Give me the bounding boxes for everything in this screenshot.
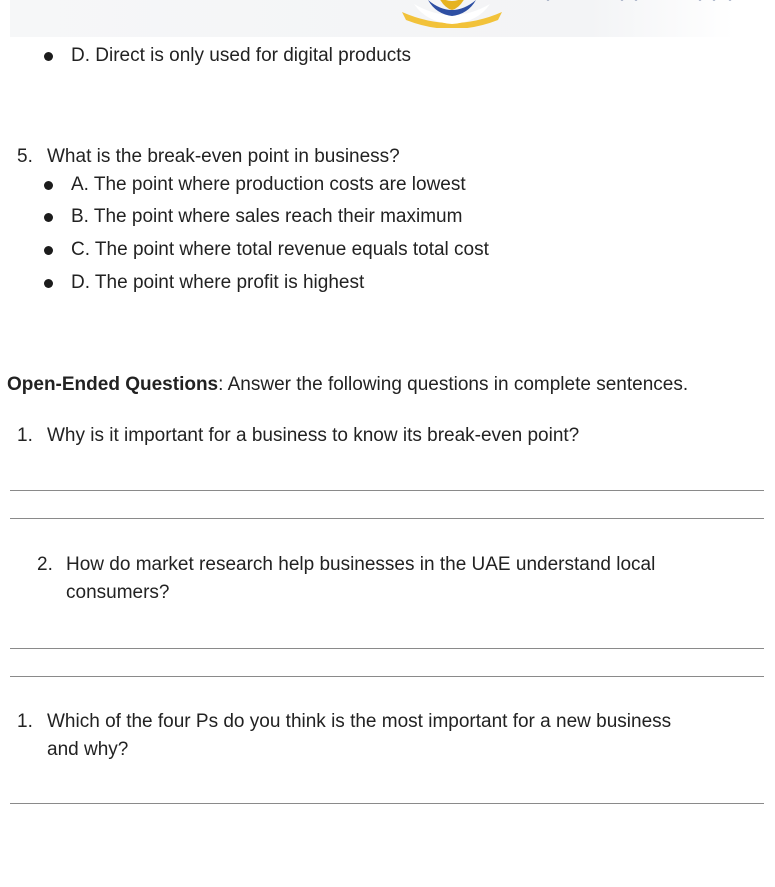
answer-line (10, 490, 764, 491)
question-number: 1. (17, 711, 33, 732)
question-number: 5. (17, 146, 33, 167)
bullet-icon (44, 181, 53, 190)
header-band (10, 0, 735, 37)
open-question-2-text-line2: consumers? (66, 582, 170, 603)
section-heading: Open-Ended Questions (7, 374, 219, 395)
open-question-3-text-line1: Which of the four Ps do you think is the most important for a new business (47, 711, 672, 732)
open-question-3-text-line2: and why? (47, 739, 129, 760)
open-question-1-text: Why is it important for a business to know its break-even point? (47, 425, 580, 446)
option-d-prev: D. Direct is only used for digital products (71, 45, 412, 66)
option-a: A. The point where production costs are lowest (71, 174, 466, 195)
option-d: D. The point where profit is highest (71, 272, 365, 293)
answer-line (10, 648, 764, 649)
header-decoration (540, 0, 740, 4)
option-c: C. The point where total revenue equals total cost (71, 239, 489, 260)
answer-line (10, 803, 764, 804)
bullet-icon (44, 52, 53, 61)
bullet-icon (44, 213, 53, 222)
open-question-2-text-line1: How do market research help businesses in the UAE understand local (66, 554, 656, 575)
question-number: 1. (17, 425, 33, 446)
bullet-icon (44, 246, 53, 255)
answer-line (10, 518, 764, 519)
question-number: 2. (37, 554, 53, 575)
open-ended-heading-line (7, 373, 688, 397)
option-b: B. The point where sales reach their maximum (71, 206, 463, 227)
question-5-text: What is the break-even point in business? (47, 146, 400, 167)
answer-line (10, 676, 764, 677)
section-instruction: : Answer the following questions in complete sentences. (218, 374, 689, 395)
bullet-icon (44, 279, 53, 288)
school-logo-icon (398, 0, 506, 28)
